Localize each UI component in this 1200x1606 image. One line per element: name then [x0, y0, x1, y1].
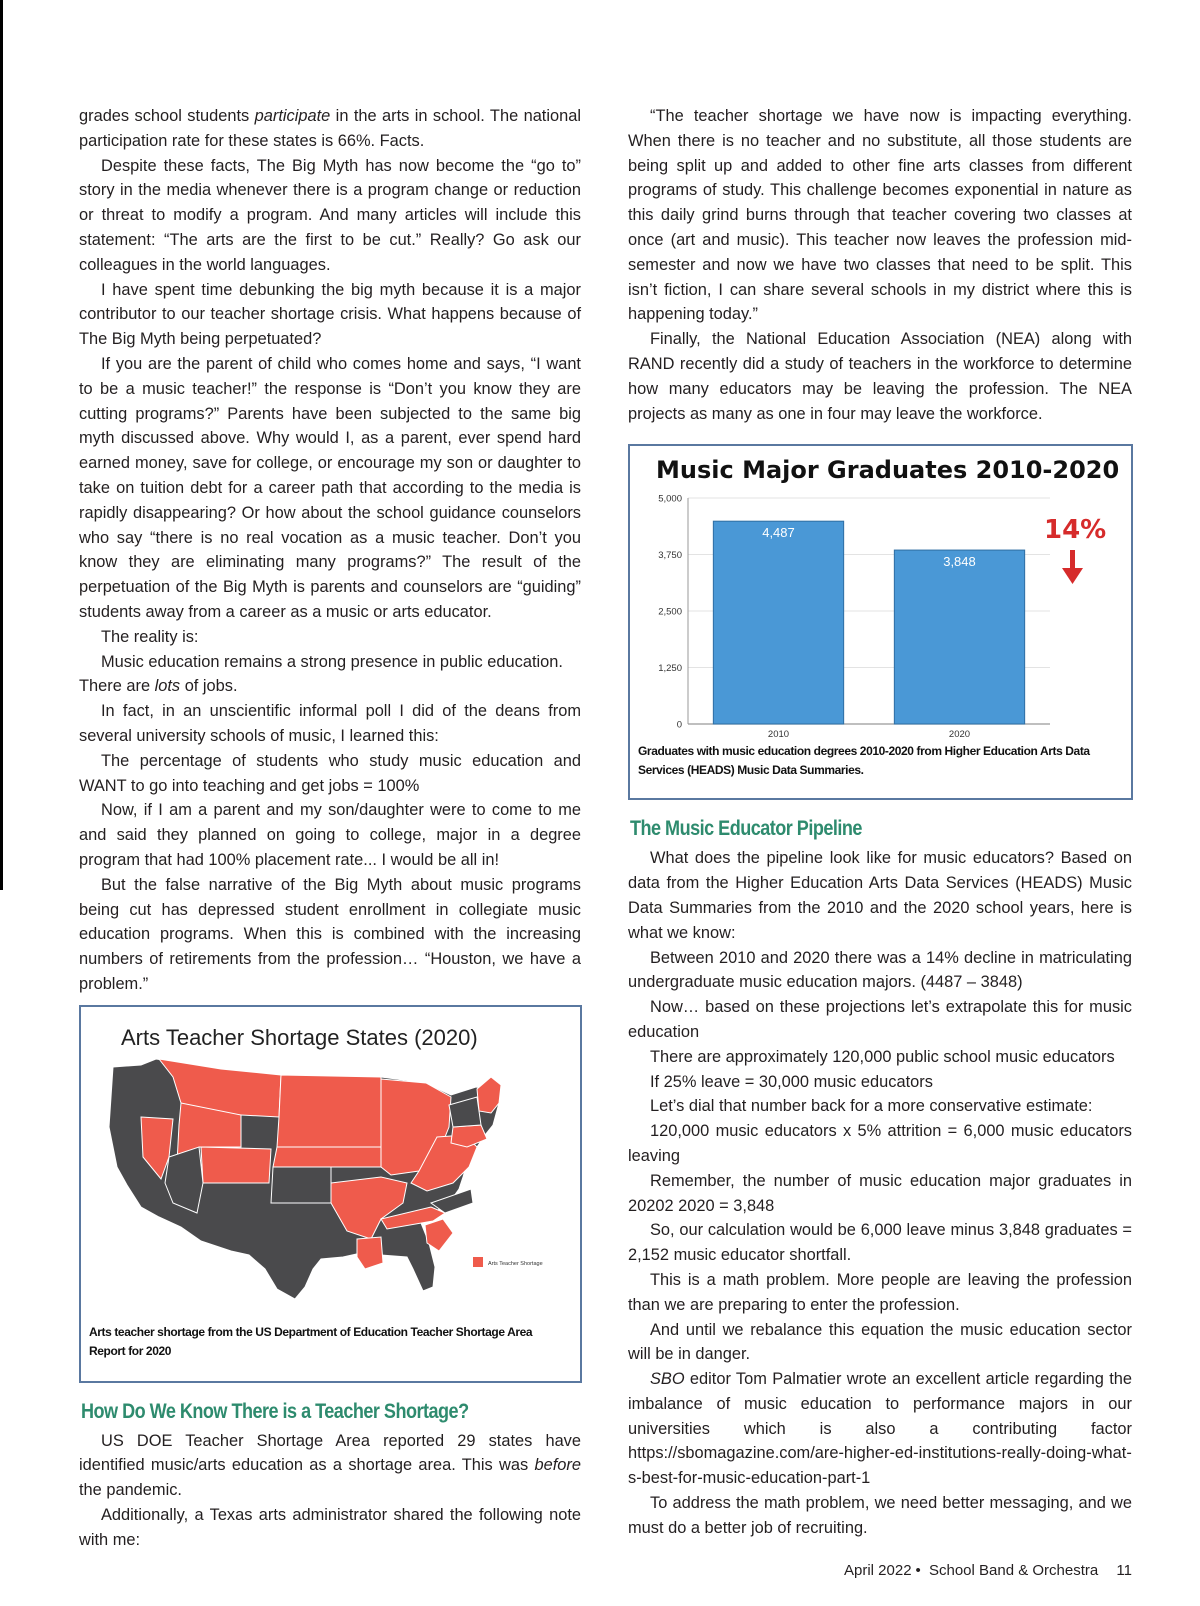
page-edge-bar [0, 0, 3, 890]
bar-value-label: 3,848 [943, 554, 976, 570]
right-paragraph-13: And until we rebalance this equation the music education sector will be in danger. [628, 1320, 1132, 1364]
right-paragraph-15: To address the math problem, we need better messaging, and we must do a better job of recruiting. [628, 1494, 1132, 1537]
x-tick-label: 2020 [948, 729, 971, 741]
legend-label: Arts Teacher Shortage [488, 1260, 543, 1267]
y-tick-label: 1,250 [658, 663, 682, 675]
right-paragraph-14: SBO editor Tom Palmatier wrote an excellent article regarding the imbalance of music education to performance majors in our universities which is also a contributing factor https://sbomagazine.com/are-higher-ed-institutions-really-doing-what-s-best-for-music-education-part-1 [628, 1370, 1132, 1488]
left-paragraph-1: grades school students participate in the arts in school. The national participation rate for these states is 66%. Facts. [79, 107, 581, 150]
right-paragraph-7: If 25% leave = 30,000 music educators [650, 1072, 933, 1091]
y-tick-label: 0 [676, 719, 682, 731]
footer-publication: School Band & Orchestra [928, 1562, 1099, 1579]
chart-annotation-percent: 14% [1044, 515, 1107, 546]
chart-y-axis [658, 494, 682, 731]
state-plains-north [277, 1075, 381, 1147]
left-paragraph-9: The percentage of students who study music education and WANT to go into teaching and get jobs = 100% [79, 751, 581, 795]
right-paragraph-2: Finally, the National Education Association (NEA) along with RAND recently did a study of teachers in the workforce to determine how many educators may be leaving the profession. The NEA projects as many as one in four may leave the workforce. [628, 330, 1132, 423]
x-tick-label: 2010 [767, 729, 790, 741]
y-tick-label: 2,500 [658, 606, 682, 618]
state-colorado [201, 1147, 271, 1183]
left-paragraph-5: The reality is: [101, 627, 199, 646]
left-paragraph-2: Despite these facts, The Big Myth has now become the “go to” story in the media whenever there is a program change or reduction or threat to modify a program. And many articles will include this statement: “The arts are the first to be cut.” Really? Go ask our colleagues in the world languages. [79, 156, 581, 274]
bar-2020 [894, 550, 1024, 724]
left-paragraph-12: US DOE Teacher Shortage Area reported 29 states have identified music/arts education as a shortage area. This was before the pandemic. [79, 1431, 581, 1500]
state-nebraska [273, 1147, 381, 1167]
chart-x-axis [768, 729, 970, 740]
section-heading-teacher-shortage: How Do We Know There is a Teacher Shortage? [81, 1399, 469, 1423]
arts-shortage-map-figure [79, 1005, 582, 1383]
left-paragraph-13: Additionally, a Texas arts administrator shared the following note with me: [79, 1506, 581, 1549]
right-paragraph-9: 120,000 music educators x 5% attrition = 6,000 music educators leaving [628, 1122, 1132, 1165]
left-paragraph-6: Music education remains a strong presence in public education. [101, 652, 563, 671]
bar-value-label: 4,487 [762, 525, 795, 541]
left-column [79, 104, 581, 1553]
left-paragraph-8: In fact, in an unscientific informal poll I did of the deans from several university schools of music, I learned this: [79, 702, 581, 745]
down-arrow-icon [1062, 550, 1083, 584]
right-paragraph-11: So, our calculation would be 6,000 leave minus 3,848 graduates = 2,152 music educator shortfall. [628, 1221, 1132, 1265]
y-tick-label: 3,750 [658, 550, 682, 562]
footer-page-number: 11 [1116, 1562, 1132, 1579]
right-paragraph-8: Let’s dial that number back for a more conservative estimate: [650, 1097, 1093, 1116]
music-graduates-chart-figure [628, 444, 1133, 800]
right-paragraph-6: There are approximately 120,000 public school music educators [650, 1047, 1115, 1066]
left-paragraph-4: If you are the parent of child who comes home and says, “I want to be a music teacher!” the response is “Don’t you know they are cutting programs?” Parents have been subjected to the same big myth discussed above. Why would I, as a parent, ever spend hard earned money, save for college, or encourage my son or daughter to take on tuition debt for a career path that according to the media is rapidly disappearing? Or how about the school guidance counselors who say “there is no real vocation as a music teacher. Don’t you know they are eliminating many programs?” The result of the perpetuation of the Big Myth is parents and counselors are “guiding” students away from a career as a music or arts educator. [79, 354, 581, 621]
chart-bars [713, 522, 1024, 725]
state-pennsylvania [451, 1125, 487, 1147]
footer-issue: April 2022 [844, 1562, 912, 1579]
legend-swatch [473, 1257, 483, 1267]
right-column [628, 104, 1132, 1541]
right-paragraph-3: What does the pipeline look like for music educators? Based on data from the Higher Education Arts Data Services (HEADS) Music Data Summaries from the 2010 and the 2020 school years, here is what we know: [628, 849, 1132, 942]
left-paragraph-7: There are lots of jobs. [79, 677, 238, 696]
y-tick-label: 5,000 [658, 493, 682, 505]
section-heading-pipeline: The Music Educator Pipeline [630, 817, 862, 841]
right-paragraph-4: Between 2010 and 2020 there was a 14% decline in matriculating undergraduate music education majors. (4487 – 3848) [628, 948, 1132, 992]
state-kansas [271, 1167, 331, 1203]
chart-title: Music Major Graduates 2010-2020 [656, 456, 1120, 485]
right-paragraph-10: Remember, the number of music education major graduates in 20202 2020 = 3,848 [628, 1171, 1132, 1215]
map-title: Arts Teacher Shortage States (2020) [121, 1024, 478, 1050]
left-paragraph-10: Now, if I am a parent and my son/daughter were to come to me and said they planned on going to college, major in a degree program that had 100% placement rate... I would be all in! [79, 801, 581, 869]
bar-2010 [713, 522, 843, 725]
right-paragraph-12: This is a math problem. More people are leaving the profession than we are preparing to enter the profession. [628, 1270, 1132, 1314]
page-footer [840, 1562, 1132, 1579]
right-paragraph-1: “The teacher shortage we have now is impacting everything. When there is no teacher and no substitute, all those students are being split up and added to other fine arts classes from different programs of study. This challenge becomes exponential in nature as this daily grind burns through that teacher covering two classes at once (art and music). This teacher now leaves the profession mid-semester and now we have two classes that need to be split. This isn’t fiction, I can share several schools in my district where this is happening today.” [628, 107, 1132, 324]
map-caption: Arts teacher shortage from the US Department of Education Teacher Shortage Area Report for 2020 [89, 1324, 533, 1358]
chart-caption: Graduates with music education degrees 2010-2020 from Higher Education Arts Data Services (HEADS) Music Data Summaries. [638, 744, 1090, 778]
footer-bullet: • [915, 1562, 921, 1579]
left-paragraph-3: I have spent time debunking the big myth because it is a major contributor to our teacher shortage crisis. What happens because of The Big Myth being perpetuated? [79, 280, 581, 349]
left-paragraph-11: But the false narrative of the Big Myth about music programs being cut has depressed student enrollment in collegiate music education programs. When this is combined with the increasing numbers of retirements from the profession… “Houston, we have a problem.” [79, 875, 581, 993]
state-mississippi [357, 1237, 383, 1269]
right-paragraph-5: Now… based on these projections let’s extrapolate this for music education [628, 998, 1132, 1041]
